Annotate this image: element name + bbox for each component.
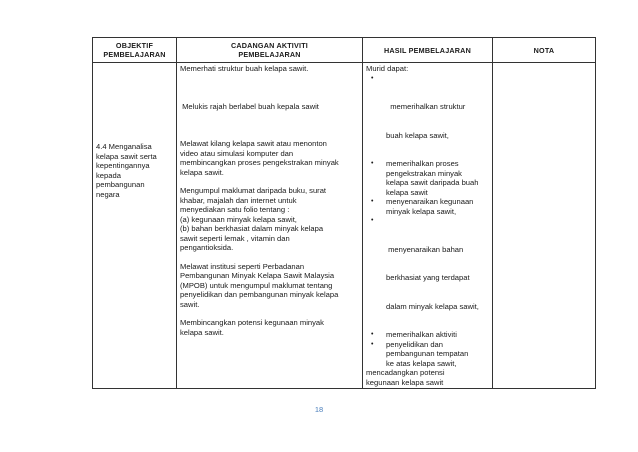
hasil-line: kelapa sawit daripada buah <box>386 178 479 187</box>
header-hasil: HASIL PEMBELAJARAN <box>363 38 493 63</box>
header-objektif-line: PEMBELAJARAN <box>103 50 166 59</box>
aktiviti-line: pengantioksida. <box>180 243 234 252</box>
aktiviti-line: penyelidikan dan pembangunan minyak kelapa <box>180 290 339 299</box>
aktiviti-paragraph <box>180 139 359 177</box>
objektif-line: kepentingannya <box>96 161 150 170</box>
aktiviti-line: (b) bahan berkhasiat dalam minyak kelapa <box>180 224 324 233</box>
hasil-line: dalam minyak kelapa sawit, <box>386 301 479 311</box>
aktiviti-line: video atau simulasi komputer dan <box>180 148 294 158</box>
aktiviti-paragraph <box>180 318 359 337</box>
hasil-line: minyak kelapa sawit, <box>386 206 457 216</box>
objektif-line: kelapa sawit serta <box>96 151 157 161</box>
aktiviti-line: Melawat institusi seperti Perbadanan <box>180 261 305 271</box>
bullet-icon: • <box>371 217 374 224</box>
header-row <box>93 38 596 63</box>
hasil-line: memerihalkan aktiviti <box>386 330 457 339</box>
list-item <box>366 197 489 216</box>
hasil-line: berkhasiat yang terdapat <box>386 273 470 282</box>
hasil-line: mencadangkan potensi <box>366 368 445 377</box>
hasil-intro: Murid dapat: <box>366 64 409 73</box>
objektif-text <box>96 142 173 199</box>
aktiviti-line: Memerhati struktur buah kelapa sawit. <box>180 64 309 73</box>
hasil-line: ke atas kelapa sawit, <box>386 358 457 368</box>
list-item <box>366 216 489 330</box>
aktiviti-line: Membincangkan potensi kegunaan minyak <box>180 318 324 327</box>
hasil-list <box>366 74 489 369</box>
header-cadangan-line: PEMBELAJARAN <box>238 50 301 59</box>
aktiviti-line: (a) kegunaan minyak kelapa sawit, <box>180 214 297 224</box>
aktiviti-line: Melukis rajah berlabel buah kepala sawit <box>180 101 319 111</box>
list-item <box>366 159 489 197</box>
aktiviti-line: menyediakan satu folio tentang : <box>180 205 290 214</box>
objektif-cell <box>93 63 177 389</box>
header-cadangan-line: CADANGAN AKTIVITI <box>230 41 308 50</box>
hasil-cell <box>363 63 493 389</box>
hasil-line: pembangunan tempatan <box>386 349 469 358</box>
bullet-icon: • <box>371 331 374 338</box>
aktiviti-line: khabar, majalah dan internet untuk <box>180 195 297 205</box>
hasil-line: memerihalkan struktur <box>386 102 466 111</box>
bullet-icon: • <box>371 74 374 82</box>
header-cadangan <box>177 38 363 63</box>
aktiviti-line: kelapa sawit. <box>180 327 224 337</box>
aktiviti-line: Pembangunan Minyak Kelapa Sawit Malaysia <box>180 271 335 280</box>
bullet-icon: • <box>371 340 374 348</box>
hasil-line: buah kelapa sawit, <box>386 130 449 140</box>
header-objektif-line: OBJEKTIF <box>115 41 154 50</box>
aktiviti-paragraph <box>180 186 359 253</box>
hasil-closing <box>366 368 489 387</box>
aktiviti-paragraph <box>180 64 359 74</box>
aktiviti-line: kelapa sawit. <box>180 167 224 177</box>
aktiviti-cell <box>177 63 363 389</box>
hasil-line: menyenaraikan bahan <box>386 244 464 254</box>
hasil-line: kegunaan kelapa sawit <box>366 377 444 387</box>
aktiviti-line: sawit seperti lemak , vitamin dan <box>180 233 290 243</box>
bullet-icon: • <box>371 198 374 205</box>
list-item <box>366 330 489 340</box>
aktiviti-line: membincangkan proses pengekstrakan minyak <box>180 158 339 167</box>
header-nota: NOTA <box>493 38 596 63</box>
hasil-line: penyelidikan dan <box>386 339 443 349</box>
aktiviti-paragraph <box>180 262 359 310</box>
objektif-line: 4.4 Menganalisa <box>96 142 152 151</box>
hasil-line: memerihalkan proses <box>386 159 459 168</box>
objektif-line: pembangunan <box>96 180 145 189</box>
aktiviti-line: Melawat kilang kelapa sawit atau menonton <box>180 139 327 148</box>
page-number: 18 <box>314 405 324 414</box>
objektif-line: negara <box>96 189 120 199</box>
table-row <box>93 63 596 389</box>
aktiviti-line: sawit. <box>180 299 200 309</box>
aktiviti-paragraph <box>180 83 359 131</box>
nota-cell <box>493 63 596 389</box>
list-item <box>366 74 489 160</box>
hasil-line: pengekstrakan minyak <box>386 168 462 178</box>
hasil-line: menyenaraikan kegunaan <box>386 197 474 206</box>
objektif-line: kepada <box>96 170 121 180</box>
aktiviti-line: (MPOB) untuk mengumpul maklumat tentang <box>180 280 333 290</box>
header-objektif <box>93 38 177 63</box>
hasil-line: kelapa sawit <box>386 187 428 197</box>
aktiviti-line: Mengumpul maklumat daripada buku, surat <box>180 186 327 195</box>
list-item <box>366 340 489 369</box>
lesson-plan-table <box>92 37 596 389</box>
bullet-icon: • <box>371 160 374 167</box>
